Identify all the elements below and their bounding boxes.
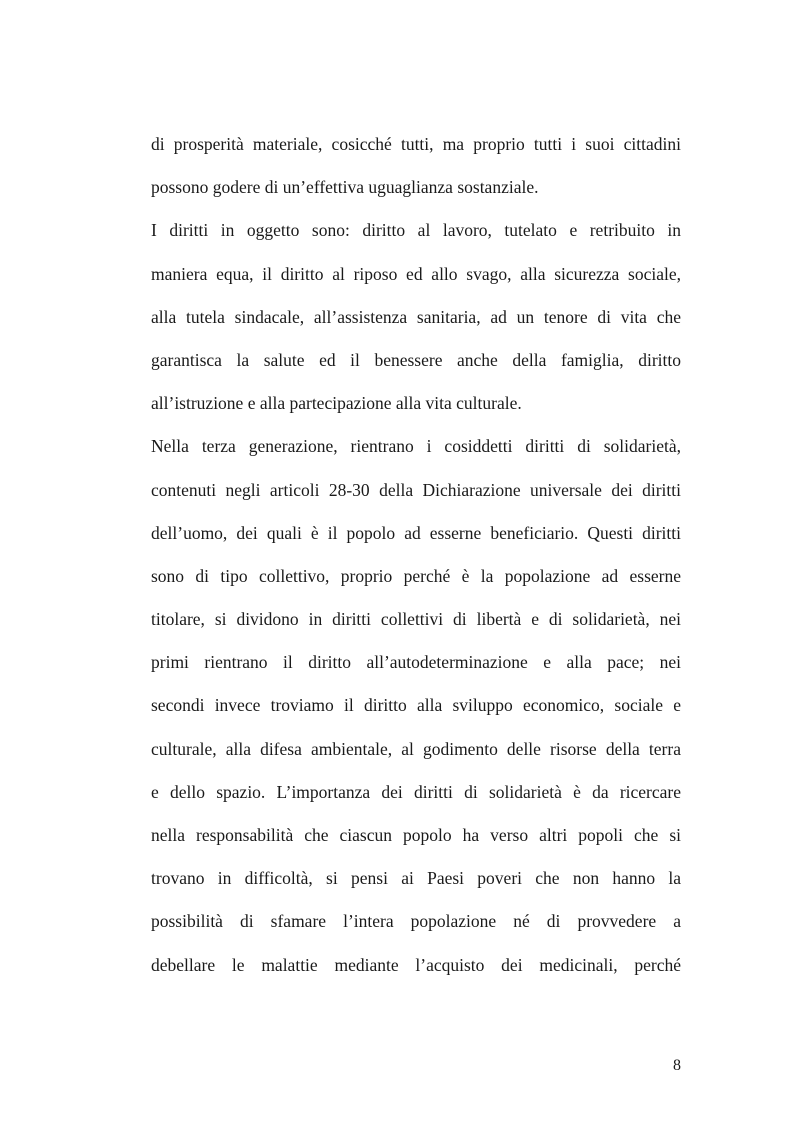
text-line: titolare, si dividono in diritti collettivi di libertà e di solidarietà, nei: [151, 609, 681, 630]
text-line: maniera equa, il diritto al riposo ed allo svago, alla sicurezza sociale,: [151, 263, 681, 284]
text-line: culturale, alla difesa ambientale, al godimento delle risorse della terra: [151, 738, 681, 759]
page-number: 8: [673, 1057, 681, 1074]
text-line: di prosperità materiale, cosicché tutti, ma proprio tutti i suoi cittadini: [151, 134, 681, 154]
text-line: trovano in difficoltà, si pensi ai Paesi poveri che non hanno la: [151, 868, 681, 889]
text-line: sono di tipo collettivo, proprio perché è la popolazione ad esserne: [151, 565, 681, 586]
text-line: all’istruzione e alla partecipazione alla vita culturale.: [151, 393, 522, 414]
text-line: I diritti in oggetto sono: diritto al lavoro, tutelato e retribuito in: [151, 220, 681, 241]
text-line: Nella terza generazione, rientrano i cosiddetti diritti di solidarietà,: [151, 436, 681, 457]
text-line: dell’uomo, dei quali è il popolo ad esserne beneficiario. Questi diritti: [151, 522, 681, 543]
body-text: [151, 123, 681, 987]
text-line: debellare le malattie mediante l’acquisto dei medicinali, perché: [151, 954, 681, 975]
text-line: secondi invece troviamo il diritto alla sviluppo economico, sociale e: [151, 695, 681, 716]
text-line: primi rientrano il diritto all’autodeterminazione e alla pace; nei: [151, 652, 681, 673]
text-line: nella responsabilità che ciascun popolo ha verso altri popoli che si: [151, 825, 681, 845]
text-line: garantisca la salute ed il benessere anche della famiglia, diritto: [151, 349, 681, 370]
text-line: possibilità di sfamare l’intera popolazione né di provvedere a: [151, 911, 681, 932]
text-line: alla tutela sindacale, all’assistenza sanitaria, ad un tenore di vita che: [151, 306, 681, 327]
text-line: e dello spazio. L’importanza dei diritti di solidarietà è da ricercare: [151, 781, 681, 802]
text-line: contenuti negli articoli 28-30 della Dichiarazione universale dei diritti: [151, 479, 681, 500]
text-line: possono godere di un’effettiva uguaglianza sostanziale.: [151, 177, 539, 198]
